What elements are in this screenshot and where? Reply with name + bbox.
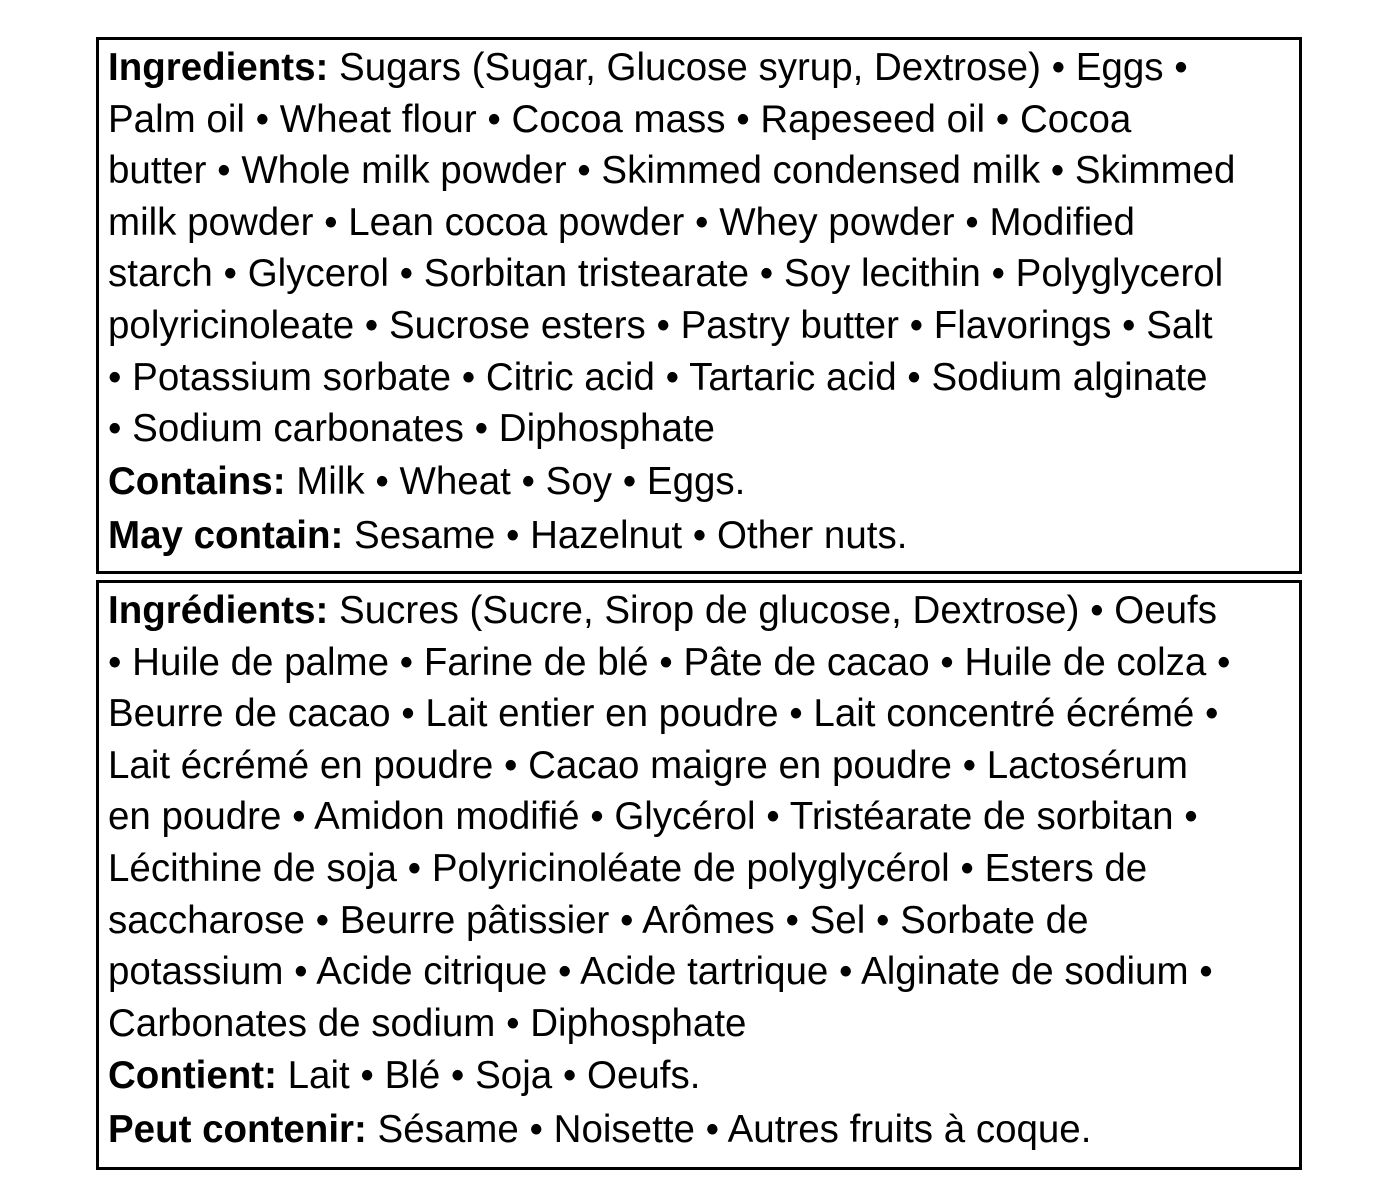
ingredients-line: Lécithine de soja • Polyricinoléate de polyglycérol • Esters de [108, 846, 1148, 890]
ingredients-line: milk powder • Lean cocoa powder • Whey powder • Modified [108, 200, 1135, 244]
ingredients-line: saccharose • Beurre pâtissier • Arômes • Sel • Sorbate de [108, 898, 1089, 942]
french-ingredients-panel [96, 580, 1302, 1170]
english-ingredients-paragraph [108, 42, 1293, 455]
may-contain-heading: Peut contenir: [108, 1108, 367, 1152]
may-contain-heading: May contain: [108, 513, 344, 557]
ingredients-line: Beurre de cacao • Lait entier en poudre • Lait concentré écrémé • [108, 692, 1219, 736]
ingredients-line: Carbonates de sodium • Diphosphate [108, 1001, 747, 1045]
ingredients-line [108, 42, 1293, 94]
ingredients-line: potassium • Acide citrique • Acide tartrique • Alginate de sodium • [108, 950, 1213, 994]
ingredients-text: Sucres (Sucre, Sirop de glucose, Dextrose) • Oeufs [339, 589, 1217, 632]
ingredients-line: en poudre • Amidon modifié • Glycérol • Tristéarate de sorbitan • [108, 795, 1198, 839]
ingredients-line: starch • Glycerol • Sorbitan tristearate • Soy lecithin • Polyglycerol [108, 252, 1224, 296]
ingredients-heading: Ingrédients: [108, 589, 329, 632]
may-contain-text: Sésame • Noisette • Autres fruits à coque. [377, 1108, 1092, 1152]
contains-heading: Contient: [108, 1054, 277, 1098]
french-may-contain-statement [108, 1103, 1293, 1157]
ingredients-line: butter • Whole milk powder • Skimmed condensed milk • Skimmed [108, 149, 1236, 193]
french-contains-statement [108, 1049, 1293, 1103]
contains-text: Lait • Blé • Soja • Oeufs. [287, 1054, 701, 1098]
ingredients-line: Lait écrémé en poudre • Cacao maigre en poudre • Lactosérum [108, 743, 1188, 787]
english-may-contain-statement [108, 509, 1293, 563]
contains-text: Milk • Wheat • Soy • Eggs. [296, 459, 746, 503]
ingredients-heading: Ingredients: [108, 46, 329, 89]
ingredients-line: polyricinoleate • Sucrose esters • Pastry butter • Flavorings • Salt [108, 303, 1213, 347]
french-ingredients-paragraph [108, 585, 1293, 1049]
english-ingredients-panel [96, 37, 1302, 574]
ingredients-text: Sugars (Sugar, Glucose syrup, Dextrose) • Eggs • [339, 46, 1188, 89]
may-contain-text: Sesame • Hazelnut • Other nuts. [354, 513, 908, 557]
english-contains-statement [108, 455, 1293, 509]
ingredients-line: Palm oil • Wheat flour • Cocoa mass • Rapeseed oil • Cocoa [108, 97, 1132, 141]
ingredients-line: • Huile de palme • Farine de blé • Pâte de cacao • Huile de colza • [108, 640, 1231, 684]
ingredients-line: • Potassium sorbate • Citric acid • Tartaric acid • Sodium alginate [108, 355, 1208, 399]
contains-heading: Contains: [108, 459, 286, 503]
ingredients-line [108, 585, 1293, 637]
ingredients-line: • Sodium carbonates • Diphosphate [108, 407, 715, 451]
